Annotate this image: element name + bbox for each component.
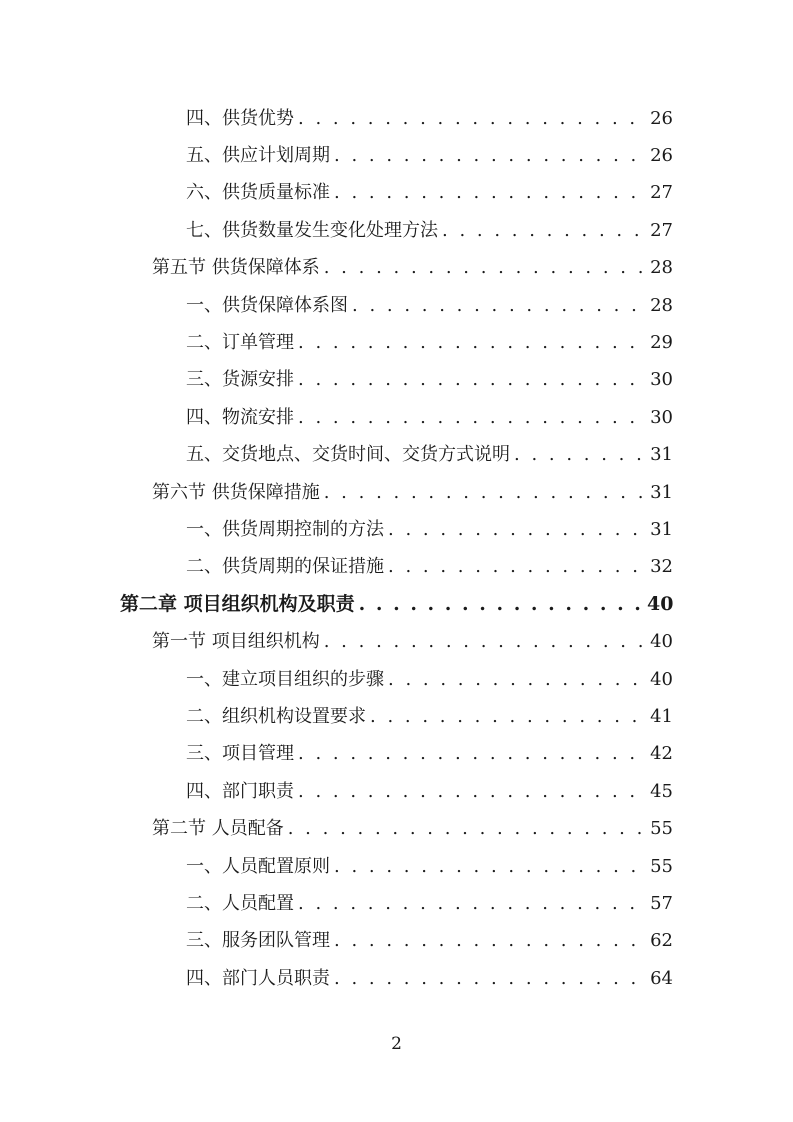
toc-chapter-entry[interactable] <box>0 586 673 623</box>
toc-leader-dots <box>352 297 643 315</box>
toc-section-entry[interactable] <box>0 623 673 660</box>
toc-section-entry[interactable] <box>0 250 673 287</box>
toc-section-entry[interactable] <box>0 474 673 511</box>
table-of-contents <box>0 100 793 997</box>
toc-leader-dots <box>298 334 643 352</box>
toc-entry-page: 26 <box>650 107 673 129</box>
toc-entry-label: 一、人员配置原则 <box>186 855 330 877</box>
toc-entry-page: 45 <box>650 780 673 802</box>
toc-entry-label: 六、供货质量标准 <box>186 182 330 204</box>
toc-entry[interactable] <box>0 212 673 249</box>
toc-entry[interactable] <box>0 437 673 474</box>
toc-entry-label: 第六节 供货保障措施 <box>152 481 320 503</box>
toc-entry[interactable] <box>0 324 673 361</box>
toc-entry-label: 三、货源安排 <box>186 369 294 391</box>
toc-leader-dots <box>298 783 643 801</box>
toc-leader-dots <box>388 521 643 539</box>
toc-entry-page: 27 <box>650 219 673 241</box>
toc-entry[interactable] <box>0 848 673 885</box>
toc-entry-page: 31 <box>650 518 673 540</box>
toc-entry-page: 40 <box>650 668 673 690</box>
toc-entry-label: 二、供货周期的保证措施 <box>186 556 384 578</box>
toc-leader-dots <box>288 820 643 838</box>
toc-leader-dots <box>324 259 643 277</box>
toc-entry-page: 31 <box>650 481 673 503</box>
toc-entry-label: 七、供货数量发生变化处理方法 <box>186 219 438 241</box>
toc-entry-page: 26 <box>650 145 673 167</box>
toc-entry-page: 28 <box>650 294 673 316</box>
toc-entry[interactable] <box>0 923 673 960</box>
toc-entry-page: 40 <box>647 593 674 616</box>
toc-entry-label: 二、订单管理 <box>186 332 294 354</box>
toc-leader-dots <box>334 858 643 876</box>
toc-entry-page: 32 <box>650 556 673 578</box>
toc-entry-label: 四、部门人员职责 <box>186 967 330 989</box>
toc-leader-dots <box>442 222 643 240</box>
toc-leader-dots <box>298 409 643 427</box>
toc-leader-dots <box>334 970 643 988</box>
toc-entry[interactable] <box>0 137 673 174</box>
toc-entry[interactable] <box>0 698 673 735</box>
page-number: 2 <box>391 1034 402 1054</box>
toc-entry[interactable] <box>0 399 673 436</box>
toc-leader-dots <box>334 147 643 165</box>
toc-entry-label: 一、供货保障体系图 <box>186 294 348 316</box>
toc-leader-dots <box>370 708 643 726</box>
toc-entry-label: 第一节 项目组织机构 <box>152 631 320 653</box>
toc-entry[interactable] <box>0 362 673 399</box>
toc-entry[interactable] <box>0 100 673 137</box>
toc-entry-page: 29 <box>650 332 673 354</box>
toc-entry[interactable] <box>0 511 673 548</box>
toc-entry[interactable] <box>0 736 673 773</box>
toc-entry-page: 64 <box>650 967 673 989</box>
toc-entry-page: 57 <box>650 892 673 914</box>
toc-entry-label: 一、建立项目组织的步骤 <box>186 668 384 690</box>
toc-entry-label: 第二章 项目组织机构及职责 <box>120 593 355 616</box>
toc-entry-label: 四、物流安排 <box>186 406 294 428</box>
toc-leader-dots <box>334 932 643 950</box>
toc-entry-page: 41 <box>650 705 673 727</box>
toc-entry-page: 27 <box>650 182 673 204</box>
toc-entry-page: 55 <box>650 855 673 877</box>
toc-entry-label: 五、供应计划周期 <box>186 145 330 167</box>
toc-entry[interactable] <box>0 287 673 324</box>
toc-entry-label: 二、人员配置 <box>186 892 294 914</box>
toc-entry-page: 62 <box>650 930 673 952</box>
toc-entry[interactable] <box>0 175 673 212</box>
toc-leader-dots <box>388 671 643 689</box>
toc-entry-page: 28 <box>650 257 673 279</box>
toc-entry-label: 第二节 人员配备 <box>152 818 284 840</box>
toc-entry-page: 55 <box>650 818 673 840</box>
toc-entry[interactable] <box>0 661 673 698</box>
toc-entry[interactable] <box>0 549 673 586</box>
toc-entry-page: 30 <box>650 406 673 428</box>
toc-leader-dots <box>298 110 643 128</box>
toc-entry-page: 42 <box>650 743 673 765</box>
toc-entry[interactable] <box>0 773 673 810</box>
toc-entry-label: 一、供货周期控制的方法 <box>186 518 384 540</box>
toc-leader-dots <box>514 446 643 464</box>
toc-entry-label: 四、部门职责 <box>186 780 294 802</box>
toc-entry[interactable] <box>0 960 673 997</box>
toc-entry-label: 二、组织机构设置要求 <box>186 705 366 727</box>
toc-entry-page: 40 <box>650 631 673 653</box>
toc-leader-dots <box>324 484 643 502</box>
toc-leader-dots <box>359 595 643 614</box>
toc-entry-label: 四、供货优势 <box>186 107 294 129</box>
toc-entry-page: 31 <box>650 444 673 466</box>
toc-entry-label: 三、服务团队管理 <box>186 930 330 952</box>
toc-leader-dots <box>298 745 643 763</box>
toc-entry-label: 五、交货地点、交货时间、交货方式说明 <box>186 444 510 466</box>
toc-entry-label: 三、项目管理 <box>186 743 294 765</box>
toc-leader-dots <box>334 184 643 202</box>
toc-entry-label: 第五节 供货保障体系 <box>152 257 320 279</box>
toc-entry[interactable] <box>0 885 673 922</box>
toc-leader-dots <box>298 371 643 389</box>
toc-leader-dots <box>388 558 643 576</box>
toc-section-entry[interactable] <box>0 810 673 847</box>
toc-entry-page: 30 <box>650 369 673 391</box>
toc-leader-dots <box>324 633 643 651</box>
toc-leader-dots <box>298 895 643 913</box>
